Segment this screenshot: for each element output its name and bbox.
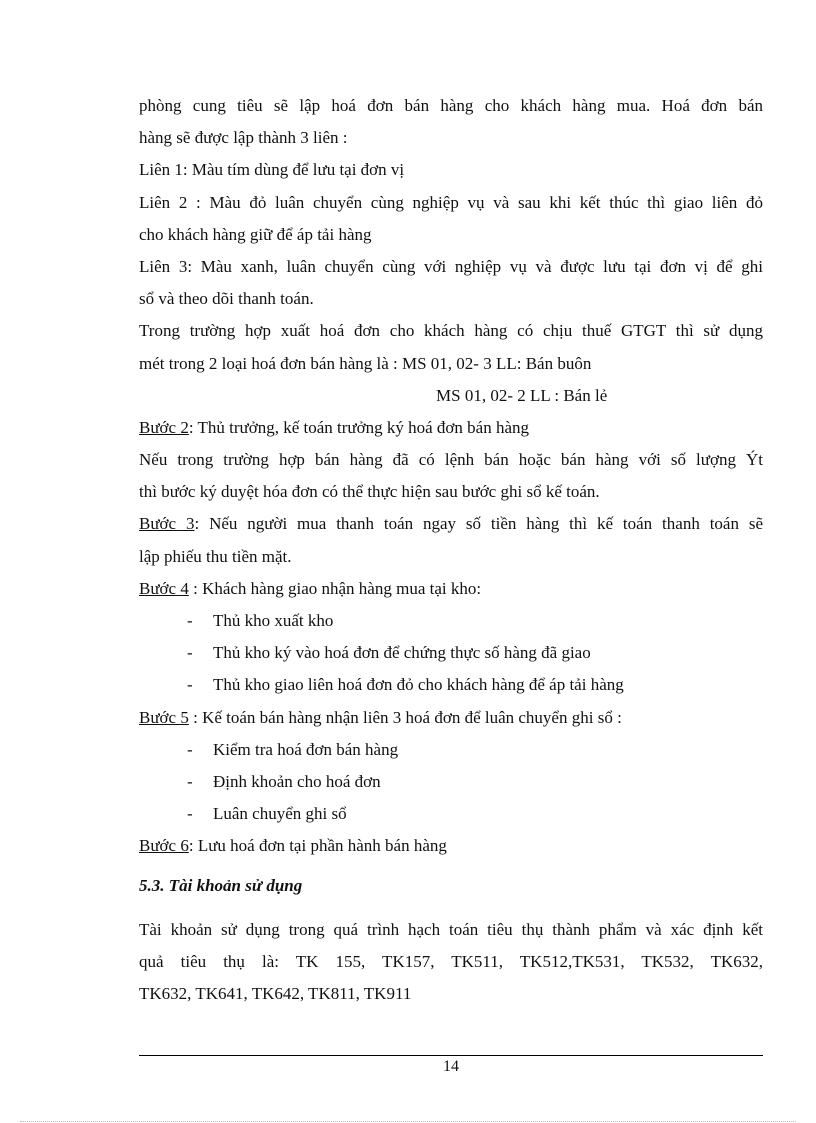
paragraph-line: Nếu trong trường hợp bán hàng đã có lệnh bán hoặc bán hàng với số lượng Ýt (139, 450, 763, 470)
step-4-text: : Khách hàng giao nhận hàng mua tại kho: (188, 578, 482, 598)
bullet-dash: - (187, 771, 193, 791)
list-item-text: Thủ kho ký vào hoá đơn để chứng thực số hàng đã giao (213, 643, 591, 663)
paragraph-line: sổ và theo dõi thanh toán. (139, 289, 314, 309)
list-item (139, 669, 763, 701)
step-6-text: : Lưu hoá đơn tại phần hành bán hàng (188, 836, 447, 856)
list-item (139, 637, 763, 669)
list-item (139, 798, 763, 830)
paragraph-line: Tài khoản sử dụng trong quá trình hạch toán tiêu thụ thành phẩm và xác định kết (139, 919, 763, 939)
footer-divider (139, 1055, 763, 1056)
step-2-line (139, 412, 763, 444)
bullet-dash: - (187, 739, 193, 759)
step-3-label: Bước 3 (139, 514, 195, 534)
page-number: 14 (443, 1058, 459, 1075)
step-4-label: Bước 4 (139, 578, 189, 598)
paragraph-line: thì bước ký duyệt hóa đơn có thể thực hiện sau bước ghi sổ kế toán. (139, 482, 600, 502)
step-2-label: Bước 2 (139, 417, 189, 437)
paragraph-line: mét trong 2 loại hoá đơn bán hàng là : MS 01, 02- 3 LL: Bán buôn (139, 353, 592, 373)
step-3-text: : Nếu người mua thanh toán ngay số tiền hàng thì kế toán thanh toán sẽ (194, 514, 763, 534)
list-item-text: Kiểm tra hoá đơn bán hàng (213, 739, 399, 759)
paragraph-line: cho khách hàng giữ để áp tải hàng (139, 224, 372, 244)
paragraph-line: lập phiếu thu tiền mặt. (139, 546, 292, 566)
step-5-label: Bước 5 (139, 707, 189, 727)
paragraph-line: MS 01, 02- 2 LL : Bán lẻ (436, 385, 608, 405)
paragraph-line: phòng cung tiêu sẽ lập hoá đơn bán hàng cho khách hàng mua. Hoá đơn bán (139, 96, 763, 115)
list-item-text: Thủ kho xuất kho (213, 611, 334, 630)
list-item (139, 766, 763, 798)
step-6-label: Bước 6 (139, 836, 189, 856)
list-item-text: Luân chuyển ghi sổ (213, 804, 347, 824)
list-item (139, 605, 763, 637)
paragraph-line: Liên 1: Màu tím dùng để lưu tại đơn vị (139, 160, 405, 180)
bullet-dash: - (187, 643, 193, 663)
paragraph-line: hàng sẽ được lập thành 3 liên : (139, 128, 348, 148)
paragraph-line: TK632, TK641, TK642, TK811, TK911 (139, 984, 412, 1004)
paragraph-line: quả tiêu thụ là: TK 155, TK157, TK511, TK512,TK531, TK532, TK632, (139, 951, 763, 971)
step-2-text: : Thủ trưởng, kế toán trưởng ký hoá đơn bán hàng (188, 417, 530, 437)
step-3-line (139, 508, 763, 540)
body-text (139, 90, 763, 1010)
page-edge-divider (20, 1121, 796, 1122)
list-item (139, 734, 763, 766)
bullet-dash: - (187, 611, 193, 630)
section-heading: 5.3. Tài khoản sử dụng (139, 875, 303, 895)
list-item-text: Định khoản cho hoá đơn (213, 771, 381, 791)
step-5-text: : Kế toán bán hàng nhận liên 3 hoá đơn để luân chuyển ghi sổ : (188, 707, 622, 727)
step-4-line (139, 573, 763, 605)
paragraph-line: Liên 2 : Màu đỏ luân chuyển cùng nghiệp vụ và sau khi kết thúc thì giao liên đỏ (139, 192, 763, 212)
paragraph-line: Liên 3: Màu xanh, luân chuyển cùng với nghiệp vụ và được lưu tại đơn vị để ghi (139, 256, 763, 276)
bullet-dash: - (187, 804, 193, 824)
step-6-line (139, 830, 763, 862)
paragraph-line: Trong trường hợp xuất hoá đơn cho khách hàng có chịu thuế GTGT thì sử dụng (139, 321, 763, 341)
step-5-line (139, 702, 763, 734)
list-item-text: Thủ kho giao liên hoá đơn đỏ cho khách hàng để áp tải hàng (213, 675, 624, 695)
bullet-dash: - (187, 675, 193, 695)
